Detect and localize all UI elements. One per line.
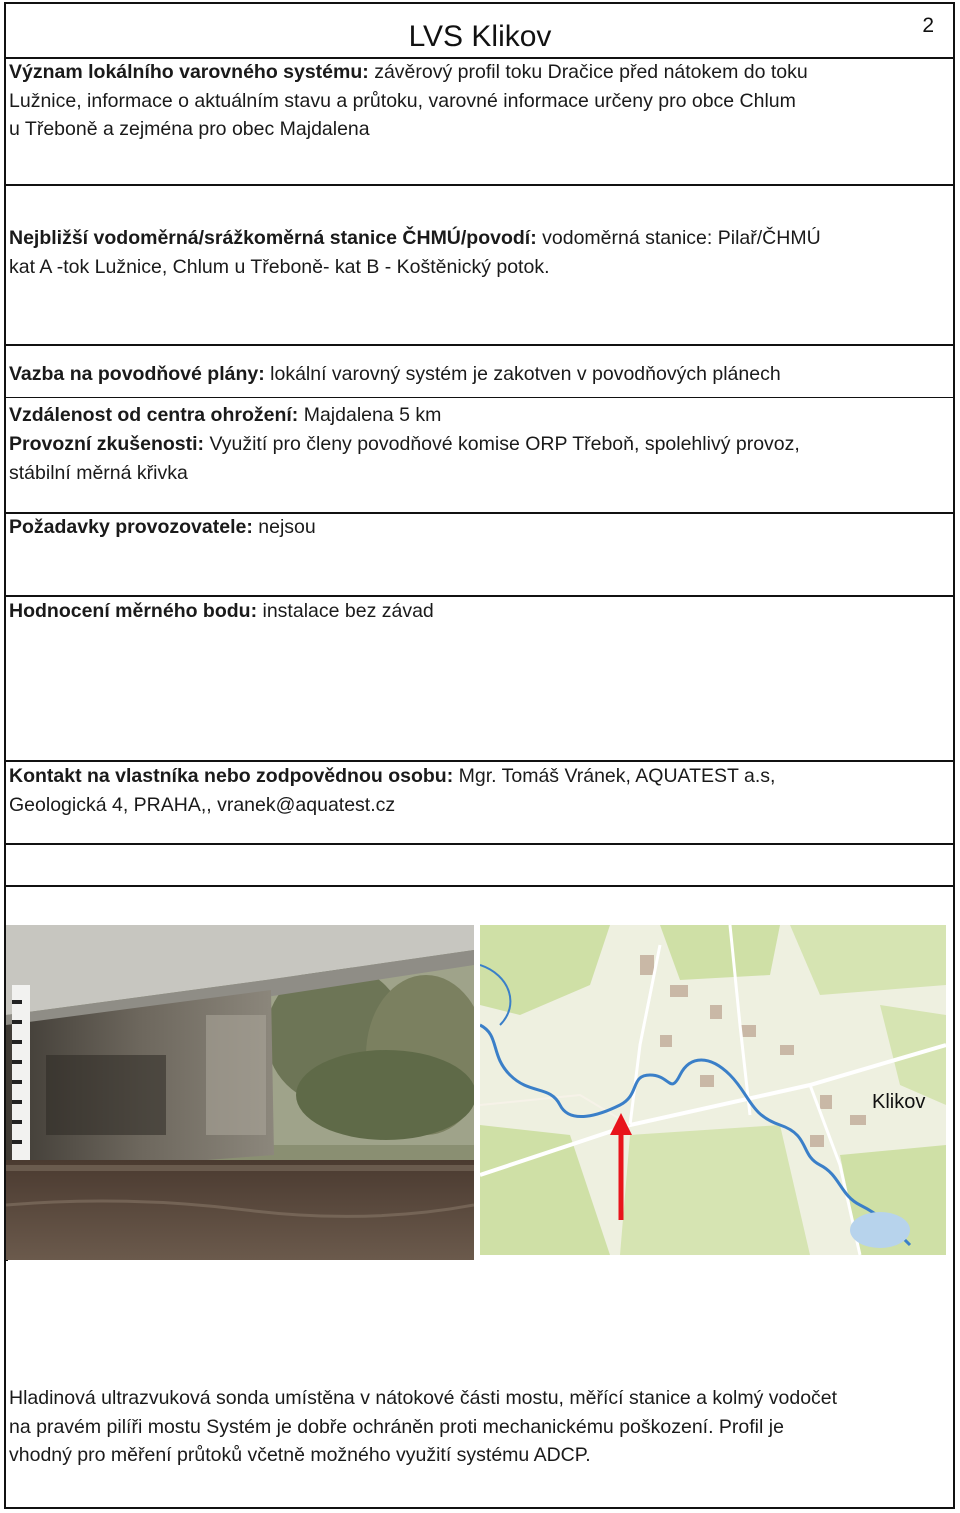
section-hodnoceni xyxy=(9,597,934,626)
section-text: nejsou xyxy=(258,516,316,538)
section-text: Mgr. Tomáš Vránek, AQUATEST a.s, xyxy=(458,765,776,787)
bridge-photo xyxy=(6,925,474,1260)
location-map xyxy=(480,925,946,1255)
divider xyxy=(4,184,955,186)
description-line: na pravém pilíři mostu Systém je dobře ochráněn proti mechanickému poškození. Profil je xyxy=(9,1415,784,1438)
section-label: Kontakt na vlastníka nebo zodpovědnou osobu: xyxy=(9,765,454,787)
section-label: Hodnocení měrného bodu: xyxy=(9,600,258,622)
section-text: vodoměrná stanice: Pilař/ČHMÚ xyxy=(542,227,821,249)
section-stanice xyxy=(9,224,934,281)
section-provozni xyxy=(9,430,934,487)
section-text: stábilní měrná křivka xyxy=(9,461,188,484)
section-pozadavky xyxy=(9,513,934,542)
section-label: Nejbližší vodoměrná/srážkoměrná stanice ČHMÚ/povodí: xyxy=(9,227,537,249)
divider xyxy=(4,1260,8,1261)
page-number: 2 xyxy=(922,14,934,37)
description-line: Hladinová ultrazvuková sonda umístěna v nátokové části mostu, měřící stanice a kolmý vodočet xyxy=(9,1387,838,1409)
section-label: Vazba na povodňové plány: xyxy=(9,363,265,385)
section-text: závěrový profil toku Dračice před nátokem do toku xyxy=(374,61,808,83)
section-vazba xyxy=(9,360,934,389)
map-place-label: Klikov xyxy=(872,1091,926,1113)
section-text: Využití pro členy povodňové komise ORP Třeboň, spolehlivý provoz, xyxy=(209,433,800,455)
section-description xyxy=(9,1384,934,1470)
section-text: u Třeboně a zejména pro obec Majdalena xyxy=(9,118,370,140)
section-text: kat A -tok Lužnice, Chlum u Třeboně- kat B - Koštěnický potok. xyxy=(9,255,550,278)
section-text: lokální varovný systém je zakotven v povodňových plánech xyxy=(270,363,781,385)
divider xyxy=(4,397,955,398)
description-line: vhodný pro měření průtoků včetně možného využití systému ADCP. xyxy=(9,1444,591,1466)
section-label: Význam lokálního varovného systému: xyxy=(9,61,369,83)
section-label: Požadavky provozovatele: xyxy=(9,516,253,538)
section-kontakt xyxy=(9,762,934,819)
section-vzdalenost xyxy=(9,401,934,430)
section-label: Provozní zkušenosti: xyxy=(9,433,205,455)
divider xyxy=(4,843,955,845)
page-title: LVS Klikov xyxy=(408,20,552,53)
section-text: Geologická 4, PRAHA,, vranek@aquatest.cz xyxy=(9,793,396,816)
section-text: Majdalena 5 km xyxy=(303,404,442,426)
divider xyxy=(4,885,955,887)
section-text: instalace bez závad xyxy=(262,600,434,622)
section-vyznam xyxy=(9,58,934,144)
section-label: Vzdálenost od centra ohrožení: xyxy=(9,404,299,426)
section-text: Lužnice, informace o aktuálním stavu a průtoku, varovné informace určeny pro obce Chlum xyxy=(9,89,796,112)
divider xyxy=(4,344,955,346)
